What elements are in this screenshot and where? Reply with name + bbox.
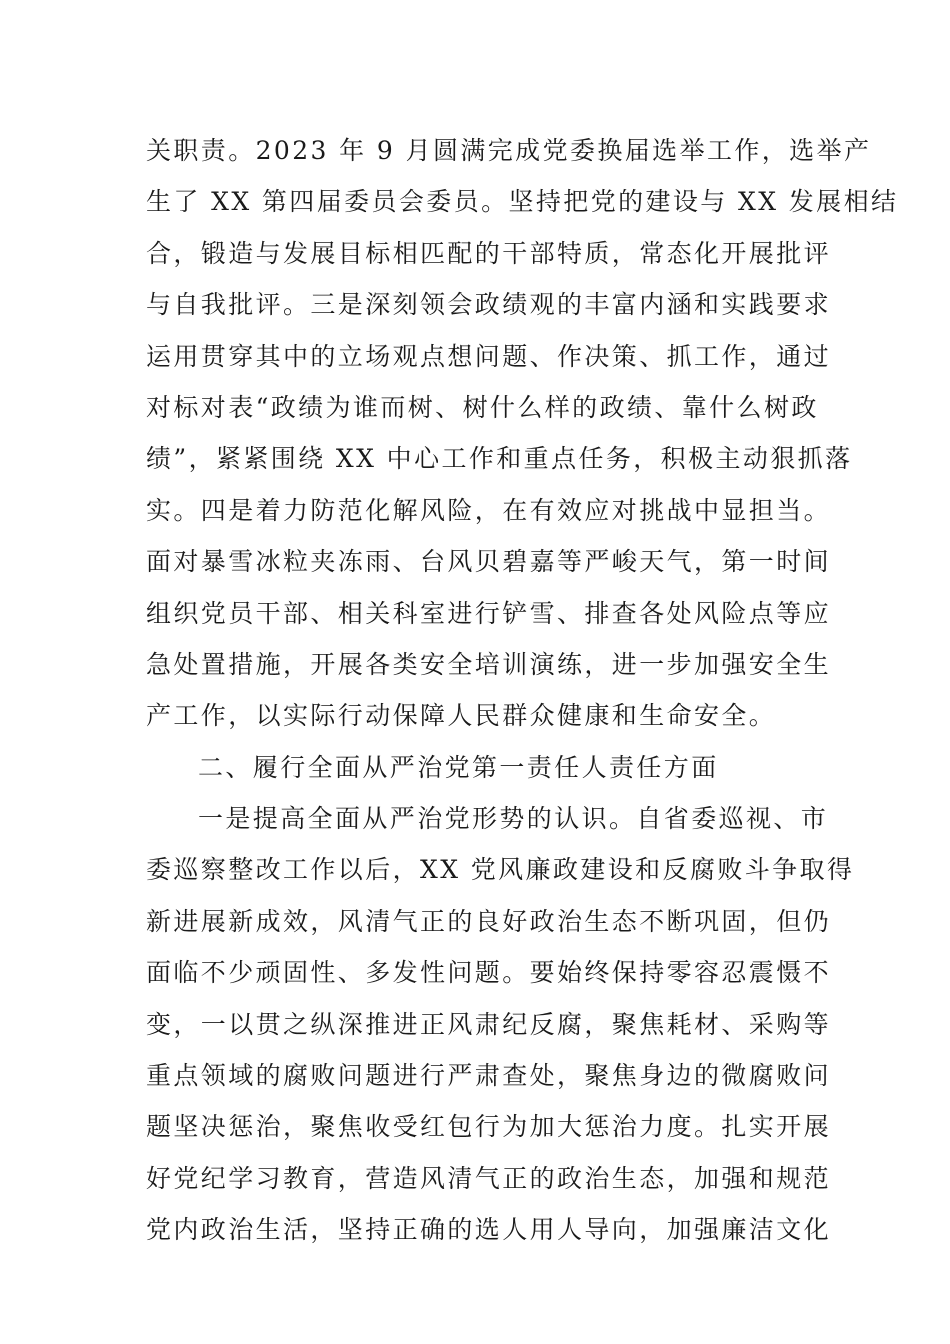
text-line: 合，锻造与发展目标相匹配的干部特质，常态化开展批评 bbox=[146, 238, 832, 268]
text-line: 一是提高全面从严治党形势的认识。自省委巡视、市 bbox=[198, 804, 829, 834]
text-line: 与自我批评。三是深刻领会政绩观的丰富内涵和实践要求 bbox=[146, 290, 832, 320]
text-line: 生了 XX 第四届委员会委员。坚持把党的建设与 XX 发展相结 bbox=[146, 187, 899, 217]
text-line: 关职责。2023 年 9 月圆满完成党委换届选举工作，选举产 bbox=[146, 136, 872, 165]
text-line: 对标对表“政绩为谁而树、树什么样的政绩、靠什么树政 bbox=[146, 392, 819, 422]
text-line: 运用贯穿其中的立场观点想问题、作决策、抓工作，通过 bbox=[146, 341, 832, 371]
section-heading: 二、履行全面从严治党第一责任人责任方面 bbox=[198, 752, 719, 782]
text-line: 产工作，以实际行动保障人民群众健康和生命安全。 bbox=[146, 701, 777, 731]
text-line: 组织党员干部、相关科室进行铲雪、排查各处风险点等应 bbox=[146, 598, 832, 628]
text-line: 委巡察整改工作以后，XX 党风廉政建设和反腐败斗争取得 bbox=[146, 855, 855, 885]
text-line: 变，一以贯之纵深推进正风肃纪反腐，聚焦耗材、采购等 bbox=[146, 1009, 832, 1039]
text-line: 面临不少顽固性、多发性问题。要始终保持零容忍震慑不 bbox=[146, 958, 832, 988]
text-line: 重点领域的腐败问题进行严肃查处，聚焦身边的微腐败问 bbox=[146, 1061, 832, 1091]
document-body bbox=[146, 125, 899, 1256]
text-line: 实。四是着力防范化解风险，在有效应对挑战中显担当。 bbox=[146, 495, 832, 525]
text-line: 面对暴雪冰粒夹冻雨、台风贝碧嘉等严峻天气，第一时间 bbox=[146, 547, 832, 577]
text-line: 题坚决惩治，聚焦收受红包行为加大惩治力度。扎实开展 bbox=[146, 1112, 832, 1142]
text-line: 绩”，紧紧围绕 XX 中心工作和重点任务，积极主动狠抓落 bbox=[146, 444, 853, 474]
text-line: 急处置措施，开展各类安全培训演练，进一步加强安全生 bbox=[146, 649, 832, 679]
text-line: 好党纪学习教育，营造风清气正的政治生态，加强和规范 bbox=[146, 1163, 832, 1193]
text-line: 新进展新成效，风清气正的良好政治生态不断巩固，但仍 bbox=[146, 906, 832, 936]
text-line: 党内政治生活，坚持正确的选人用人导向，加强廉洁文化 bbox=[146, 1215, 832, 1245]
